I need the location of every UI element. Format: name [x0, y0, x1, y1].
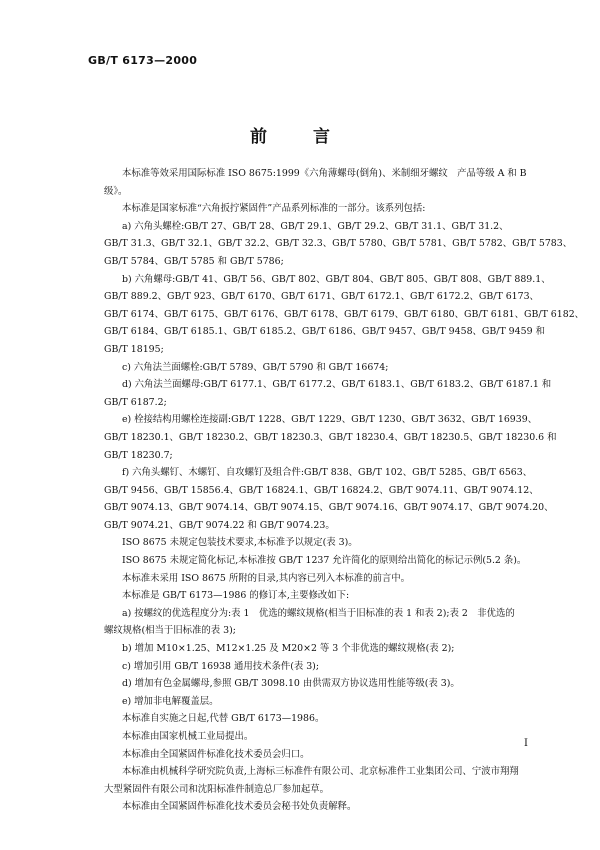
text-line: 本标准是 GB/T 6173—1986 的修订本,主要修改如下: [122, 590, 350, 602]
text-line: GB/T 6187.2; [104, 396, 167, 408]
text-line: 级》。 [104, 185, 128, 197]
text-line: GB/T 6174、GB/T 6175、GB/T 6176、GB/T 6178、GB/T 6179、GB/T 6180、GB/T 6181、GB/T 6182、 [104, 308, 585, 320]
page-title: 前 言 [250, 127, 350, 147]
text-line: ISO 8675 未规定简化标记,本标准按 GB/T 1237 允许简化的原则给出简化的标记示例(5.2 条)。 [122, 555, 527, 567]
text-line: 螺纹规格(相当于旧标准的表 3); [104, 625, 236, 637]
text-line: 本标准未采用 ISO 8675 所附的目录,其内容已列入本标准的前言中。 [122, 572, 410, 584]
text-line: d) 六角法兰面螺母:GB/T 6177.1、GB/T 6177.2、GB/T 6183.1、GB/T 6183.2、GB/T 6187.1 和 [122, 379, 552, 391]
document-code: GB/T 6173—2000 [88, 54, 198, 67]
text-line: a) 六角头螺栓:GB/T 27、GB/T 28、GB/T 29.1、GB/T 29.2、GB/T 31.1、GB/T 31.2、 [122, 220, 509, 232]
text-line: 本标准由全国紧固件标准化技术委员会归口。 [122, 748, 310, 760]
page-number: I [524, 738, 528, 749]
text-line: a) 按螺纹的优选程度分为:表 1 优选的螺纹规格(相当于旧标准的表 1 和表 2);表 2 非优选的 [122, 607, 515, 619]
text-line: f) 六角头螺钉、木螺钉、自攻螺钉及组合件:GB/T 838、GB/T 102、GB/T 5285、GB/T 6563、 [122, 467, 533, 479]
text-line: e) 栓接结构用螺栓连接副:GB/T 1228、GB/T 1229、GB/T 1230、GB/T 3632、GB/T 16939、 [122, 414, 538, 426]
document-body [104, 165, 585, 816]
text-line: 大型紧固件有限公司和沈阳标准件制造总厂参加起草。 [104, 783, 330, 795]
text-line: 本标准是国家标准“六角扳拧紧固件”产品系列标准的一部分。该系列包括: [122, 203, 426, 215]
text-line: GB/T 31.3、GB/T 32.1、GB/T 32.2、GB/T 32.3、GB/T 5780、GB/T 5781、GB/T 5782、GB/T 5783、 [104, 238, 573, 250]
text-line: ISO 8675 未规定包装技术要求,本标准予以规定(表 3)。 [122, 537, 358, 549]
text-line: 本标准由机械科学研究院负责,上海标三标准件有限公司、北京标准件工业集团公司、宁波市翔翔 [122, 766, 519, 778]
text-line: d) 增加有色金属螺母,参照 GB/T 3098.10 由供需双方协议选用性能等级(表 3)。 [122, 678, 460, 690]
text-line: GB/T 18195; [104, 343, 164, 355]
text-line: GB/T 18230.1、GB/T 18230.2、GB/T 18230.3、GB/T 18230.4、GB/T 18230.5、GB/T 18230.6 和 [104, 431, 557, 443]
text-line: GB/T 9074.13、GB/T 9074.14、GB/T 9074.15、GB/T 9074.16、GB/T 9074.17、GB/T 9074.20、 [104, 502, 554, 514]
text-line: b) 增加 M10×1.25、M12×1.25 及 M20×2 等 3 个非优选的螺纹规格(表 2); [122, 643, 455, 655]
text-line: 本标准由全国紧固件标准化技术委员会秘书处负责解释。 [122, 801, 357, 813]
text-line: GB/T 18230.7; [104, 449, 173, 461]
text-line: 本标准自实施之日起,代替 GB/T 6173—1986。 [122, 713, 325, 725]
text-line: GB/T 9456、GB/T 15856.4、GB/T 16824.1、GB/T 16824.2、GB/T 9074.11、GB/T 9074.12、 [104, 484, 539, 496]
text-line: e) 增加非电解覆盖层。 [122, 695, 219, 707]
text-line: c) 六角法兰面螺栓:GB/T 5789、GB/T 5790 和 GB/T 16674; [122, 361, 389, 373]
text-line: c) 增加引用 GB/T 16938 通用技术条件(表 3); [122, 660, 319, 672]
text-line: b) 六角螺母:GB/T 41、GB/T 56、GB/T 802、GB/T 804、GB/T 805、GB/T 808、GB/T 889.1、 [122, 273, 551, 285]
text-line: GB/T 889.2、GB/T 923、GB/T 6170、GB/T 6171、GB/T 6172.1、GB/T 6172.2、GB/T 6173、 [104, 291, 539, 303]
text-line: GB/T 5784、GB/T 5785 和 GB/T 5786; [104, 255, 284, 267]
text-line: GB/T 6184、GB/T 6185.1、GB/T 6185.2、GB/T 6186、GB/T 9457、GB/T 9458、GB/T 9459 和 [104, 326, 545, 338]
text-line: 本标准由国家机械工业局提出。 [122, 731, 254, 742]
text-line: 本标准等效采用国际标准 ISO 8675:1999《六角薄螺母(倒角)、米制细牙螺纹 产品等级 A 和 B [122, 168, 527, 179]
text-line: GB/T 9074.21、GB/T 9074.22 和 GB/T 9074.23。 [104, 519, 335, 531]
